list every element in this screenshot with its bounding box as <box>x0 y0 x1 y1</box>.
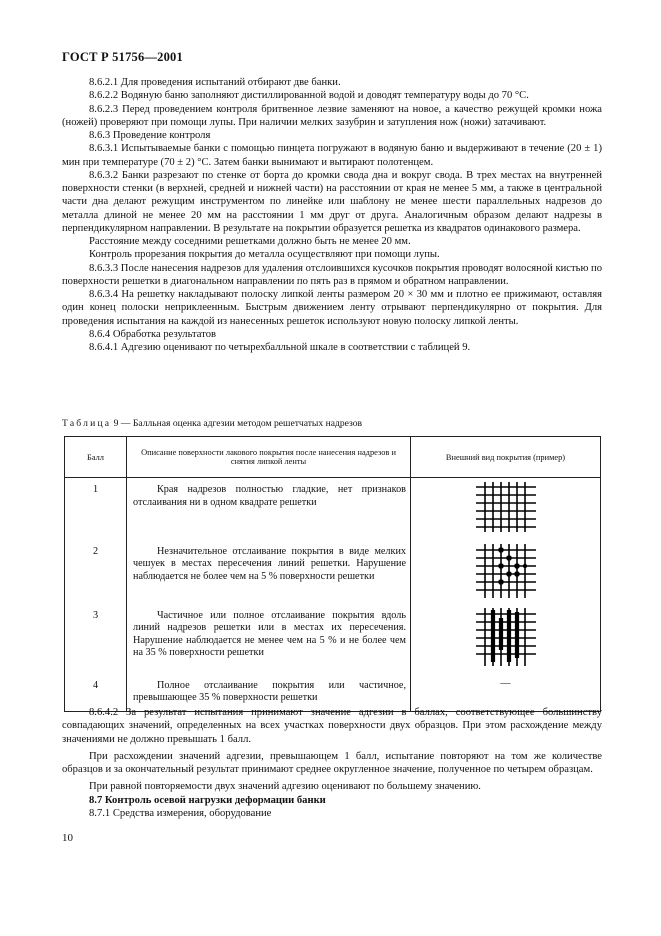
cell-description: Незначительное отслаивание покрытия в виде мелких чешуек в местах пересечения линий решетки. Нарушение наблюдается не более чем на 5 % поверхности решетки <box>127 540 411 604</box>
paragraph: 8.6.2.3 Перед проведением контроля бритвенное лезвие заменяют на новое, а качество режущей кромки ножа (ножей) проверяют при помощи лупы. При наличии мелких зазубрин и затупления нож (ножи) затачивают. <box>62 103 602 128</box>
grid-example-score-3-icon <box>476 608 536 666</box>
paragraph: 8.6.3.4 На решетку накладывают полоску липкой ленты размером 20 × 30 мм и плотно ее прижимают, оставляя один конец полоски неприклеенным. Быстрым движением ленту отрывают перпендикулярно от покрытия. Для проведения испытания на каждой из нанесенных решеток используют новую полоску липкой ленты. <box>62 289 602 327</box>
table-header-row <box>65 437 601 478</box>
section-heading: 8.7 Контроль осевой нагрузки деформации банки <box>89 794 326 806</box>
header-description: Описание поверхности лакового покрытия после нанесения надрезов и снятия липкой ленты <box>127 437 411 478</box>
header-score: Балл <box>65 437 127 478</box>
paragraph: 8.6.3 Проведение контроля <box>89 130 211 141</box>
table-caption <box>62 418 362 429</box>
paragraph: 8.6.3.1 Испытываемые банки с помощью пинцета погружают в водяную баню и выдерживают в течение (20 ± 1) мин при температуре (70 ± 2) °С. Затем банки вынимают и вытирают полотенцем. <box>62 143 602 168</box>
paragraph: 8.6.2.1 Для проведения испытаний отбирают две банки. <box>89 77 341 88</box>
table-caption-text: 9 — Балльная оценка адгезии методом решетчатых надрезов <box>113 418 363 429</box>
table-row <box>65 478 601 540</box>
cell-example <box>411 604 601 674</box>
paragraph: Расстояние между соседними решетками должно быть не менее 20 мм. <box>89 236 411 247</box>
paragraph: 8.6.3.3 После нанесения надрезов для удаления отслоившихся кусочков покрытия проводят волосяной кистью по поверхности решетки в диагональном направлении по пять раз в прямом и обратном направлении. <box>62 262 602 287</box>
body-text-bottom <box>62 706 602 820</box>
paragraph: 8.6.4 Обработка результатов <box>89 328 216 340</box>
table-caption-prefix: Таблица <box>62 418 112 429</box>
cell-description: Частичное или полное отслаивание покрытия вдоль линий надрезов решетки или в местах их пересечения. Нарушение наблюдается не менее чем на 5 % и не более чем на 35 % поверхности решетки <box>127 604 411 674</box>
table-row <box>65 540 601 604</box>
adhesion-table <box>64 436 601 712</box>
cell-score: 2 <box>65 540 127 604</box>
grid-example-score-1-icon <box>476 482 536 532</box>
table-row <box>65 604 601 674</box>
paragraph: 8.6.4.1 Адгезию оценивают по четырехбалльной шкале в соответствии с таблицей 9. <box>89 342 471 353</box>
paragraph: 8.6.2.2 Водяную баню заполняют дистиллированной водой и доводят температуру воды до 70 °С. <box>89 90 529 102</box>
header-example: Внешний вид покрытия (пример) <box>411 437 601 478</box>
paragraph: Контроль прорезания покрытия до металла осуществляют при помощи лупы. <box>89 249 440 261</box>
cell-example: — <box>411 674 601 712</box>
paragraph: При расхождении значений адгезии, превышающем 1 балл, испытание повторяют на том же количестве образцов и за окончательный результат принимают среднее округленное значение, полученное по четырем образцам. <box>62 750 602 775</box>
paragraph: 8.7.1 Средства измерения, оборудование <box>89 807 272 819</box>
cell-description: Полное отслаивание покрытия или частичное, превышающее 35 % поверхности решетки <box>127 674 411 712</box>
document-header: ГОСТ Р 51756—2001 <box>62 50 183 64</box>
cell-example <box>411 478 601 540</box>
cell-description: Края надрезов полностью гладкие, нет признаков отслаивания ни в одном квадрате решетки <box>127 478 411 540</box>
grid-example-score-2-icon <box>476 544 536 598</box>
cell-score: 3 <box>65 604 127 674</box>
cell-score: 1 <box>65 478 127 540</box>
paragraph: При равной повторяемости двух значений адгезию оценивают по большему значению. <box>89 781 481 793</box>
cell-example <box>411 540 601 604</box>
paragraph: 8.6.3.2 Банки разрезают по стенке от борта до кромки свода дна и вокруг свода. В трех местах на внутренней поверхности стенки (в верхней, средней и нижней части) на расстоянии от края не менее 5 мм, а также в центральной части дна делают режущим инструментом по линейке или шаблону не менее шести параллельных надрезов до металла длиной не менее 20 мм на расстоянии 1 мм друг от друга. Аналогичным образом делают надрезы в перпендикулярном направлении. В результате на покрытии образуется решетка из квадратов одинакового размера. <box>62 169 602 234</box>
body-text-top <box>62 76 602 354</box>
page-number: 10 <box>62 832 73 844</box>
cell-score: 4 <box>65 674 127 712</box>
paragraph: 8.6.4.2 За результат испытания принимают значение адгезии в баллах, соответствующее большинству совпадающих значений, определенных на всех участках поверхности двух образцов. При этом расхождение между значениями не должно превышать 1 балл. <box>62 707 602 745</box>
